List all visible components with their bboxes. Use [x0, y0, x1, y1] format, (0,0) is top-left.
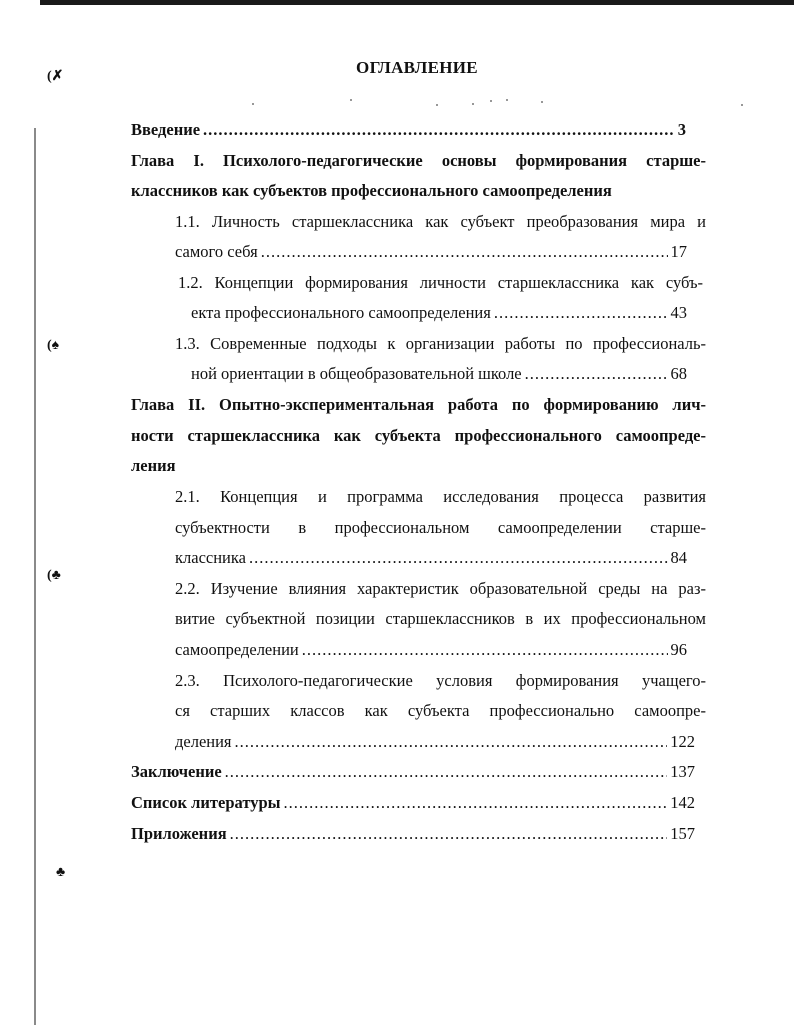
scan-speck	[252, 103, 254, 105]
scan-speck	[541, 101, 543, 103]
toc-section-2-1-cont[interactable]: субъектности в профессиональном самоопределении старше-	[175, 518, 706, 537]
toc-section-2-2-cont[interactable]: витие субъектной позиции старшеклассников в их профессиональном	[175, 609, 706, 628]
toc-section-1-3-cont[interactable]	[191, 364, 687, 384]
toc-section-2-1-end[interactable]	[175, 548, 687, 568]
toc-page: 43	[670, 303, 687, 322]
margin-mark: (♣	[47, 568, 61, 583]
toc-page: 96	[670, 640, 687, 659]
toc-page: 157	[670, 824, 695, 843]
dot-leader	[494, 303, 668, 323]
toc-entry-appendices[interactable]	[131, 824, 695, 844]
chapter-2-heading-end[interactable]: ления	[131, 456, 176, 475]
dot-leader	[261, 242, 668, 262]
dot-leader	[302, 640, 668, 660]
toc-label: классника	[175, 548, 246, 567]
toc-section-2-3-end[interactable]	[175, 732, 695, 752]
toc-entry-intro[interactable]	[131, 120, 686, 140]
toc-label: деления	[175, 732, 232, 751]
scan-top-border	[40, 0, 794, 5]
scan-speck	[506, 99, 508, 101]
toc-label: Введение	[131, 120, 201, 139]
scan-left-border	[34, 128, 36, 1025]
toc-section-1-2[interactable]: 1.2. Концепции формирования личности старшеклассника как субъ-	[178, 273, 703, 292]
toc-label: екта профессионального самоопределения	[191, 303, 491, 322]
toc-section-2-3[interactable]: 2.3. Психолого-педагогические условия формирования учащего-	[175, 671, 706, 690]
toc-label: Заключение	[131, 762, 222, 781]
chapter-2-heading[interactable]: Глава II. Опытно-экспериментальная работа по формированию лич-	[131, 395, 706, 414]
toc-section-2-2[interactable]: 2.2. Изучение влияния характеристик образовательной среды на раз-	[175, 579, 706, 598]
dot-leader	[284, 793, 668, 813]
toc-section-1-2-cont[interactable]	[191, 303, 687, 323]
dot-leader	[230, 824, 668, 844]
page-title: ОГЛАВЛЕНИЕ	[356, 58, 478, 77]
scan-speck	[741, 104, 743, 106]
toc-label: ной ориентации в общеобразовательной школе	[191, 364, 522, 383]
scan-speck	[436, 104, 438, 106]
toc-section-1-1[interactable]: 1.1. Личность старшеклассника как субъект преобразования мира и	[175, 212, 706, 231]
margin-mark: ♣	[56, 865, 66, 880]
dot-leader	[235, 732, 668, 752]
toc-section-2-1[interactable]: 2.1. Концепция и программа исследования процесса развития	[175, 487, 706, 506]
toc-section-2-2-end[interactable]	[175, 640, 687, 660]
dot-leader	[525, 364, 668, 384]
toc-entry-conclusion[interactable]	[131, 762, 695, 782]
toc-section-2-3-cont[interactable]: ся старших классов как субъекта профессионально самоопре-	[175, 701, 706, 720]
toc-label: Приложения	[131, 824, 227, 843]
scan-speck	[472, 103, 474, 105]
chapter-2-heading-cont[interactable]: ности старшеклассника как субъекта профессионального самоопреде-	[131, 426, 706, 445]
toc-page: 17	[670, 242, 687, 261]
chapter-1-heading[interactable]: Глава I. Психолого-педагогические основы формирования старше-	[131, 151, 706, 170]
margin-mark: (♠	[47, 338, 60, 353]
dot-leader	[203, 120, 675, 140]
toc-section-1-3[interactable]: 1.3. Современные подходы к организации работы по профессиональ-	[175, 334, 706, 353]
dot-leader	[225, 762, 668, 782]
margin-mark: (✗	[47, 69, 64, 84]
scan-speck	[350, 99, 352, 101]
toc-page: 122	[670, 732, 695, 751]
toc-section-1-1-cont[interactable]	[175, 242, 687, 262]
dot-leader	[249, 548, 668, 568]
chapter-1-heading-cont[interactable]: классников как субъектов профессионального самоопределения	[131, 181, 612, 200]
toc-label: самого себя	[175, 242, 258, 261]
toc-label: самоопределении	[175, 640, 299, 659]
toc-page: 84	[670, 548, 687, 567]
toc-label: Список литературы	[131, 793, 281, 812]
toc-entry-references[interactable]	[131, 793, 695, 813]
toc-page: 137	[670, 762, 695, 781]
toc-page: 142	[670, 793, 695, 812]
scan-speck	[490, 100, 492, 102]
toc-page: 3	[677, 120, 686, 139]
toc-page: 68	[670, 364, 687, 383]
